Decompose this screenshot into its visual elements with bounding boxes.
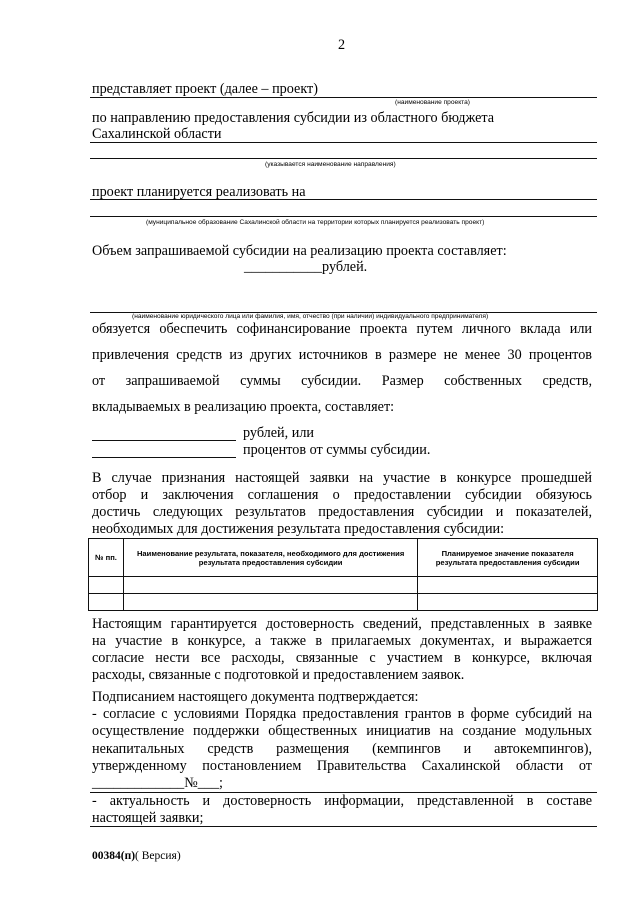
subsidy-amount-blank: ___________ [244,259,323,275]
col-header-value: Планируемое значение показателя результата предоставления субсидии [418,539,598,577]
rub-line: рублей, или [243,425,315,441]
decree-number-label: № [184,775,198,791]
municipality-caption: (муниципальное образование Сахалинской области на территории которых планируется реализовать проект) [146,219,485,226]
table-cell [123,577,417,594]
table-cell [89,577,124,594]
decree-line [92,775,223,792]
direction-line-2: Сахалинской области [92,126,222,142]
signature-intro: Подписанием настоящего документа подтверждается: [92,689,419,705]
cofinance-line-1: обязуется обеспечить софинансирование проекта путем личного вклада или [92,321,592,337]
rub-blank-rule [92,440,236,441]
cofinance-line-3: от запрашиваемой суммы субсидии. Размер собственных средств, [92,373,592,389]
footer [92,850,181,862]
guarantee-line-3: согласие нести все расходы, связанные с участием в конкурсе, включая [92,650,592,666]
guarantee-line-4: расходы, связанные с подготовкой и предоставлением заявок. [92,667,465,683]
results-line-1: В случае признания настоящей заявки на участие в конкурсе прошедшей [92,470,592,486]
actuality-rule [90,826,597,827]
table-cell [418,594,598,611]
results-line-4: необходимых для достижения результата предоставления субсидии: [92,521,505,537]
guarantee-line-1: Настоящим гарантируется достоверность сведений, представленных в заявке [92,616,592,632]
project-line: представляет проект (далее – проект) [92,81,318,97]
consent-line-3: некапитальных средств размещения (кемпингов и автокемпингов), [92,741,592,757]
col-header-name: Наименование результата, показателя, необходимого для достижения результата предоставления субсидии [123,539,417,577]
results-line-3: достичь следующих результатов предоставления субсидии и показателей, [92,504,592,520]
results-line-2: отбор и заключения соглашения о предоставлении субсидии обязуюсь [92,487,592,503]
direction-line-1: по направлению предоставления субсидии из областного бюджета [92,110,495,126]
consent-line-1: - согласие с условиями Порядка предоставления грантов в форме субсидий на [92,706,592,722]
table-header-row [89,539,598,577]
guarantee-line-2: на участие в конкурсе, а также в прилагаемых документах, и выражается [92,633,592,649]
footer-code: 00384(п) [92,850,136,862]
municipality-rule-2 [90,216,597,217]
table-cell [89,594,124,611]
decree-end: ; [219,775,223,791]
table-row [89,577,598,594]
col-header-number: № пп. [89,539,124,577]
direction-rule-2 [90,158,597,159]
cofinance-line-4: вкладываемых в реализацию проекта, составляет: [92,399,395,415]
actuality-line-2: настоящей заявки; [92,810,204,826]
subsidy-amount-unit: рублей. [322,259,368,275]
municipality-line: проект планируется реализовать на [92,184,306,200]
pct-blank-rule [92,457,236,458]
results-table [88,538,598,611]
table-row [89,594,598,611]
entity-caption: (наименование юридического лица или фамилия, имя, отчество (при наличии) индивидуального предпринимателя) [132,313,489,320]
cofinance-line-2: привлечения средств из других источников в размере не менее 30 процентов [92,347,592,363]
consent-line-2: осуществление поддержки общественных инициатив на создание модульных [92,723,592,739]
footer-version: ( Версия) [135,850,181,862]
project-caption: (наименование проекта) [395,99,470,106]
decree-number-blank: ___ [197,775,220,791]
direction-rule-1 [90,142,597,143]
table-cell [123,594,417,611]
municipality-rule-1 [90,199,597,200]
consent-line-4: утвержденному постановлением Правительства Сахалинской области от [92,758,592,774]
decree-date-blank: _____________ [92,775,185,791]
table-cell [418,577,598,594]
subsidy-amount-line: Объем запрашиваемой субсидии на реализацию проекта составляет: [92,243,507,259]
project-rule [90,97,597,98]
page-number: 2 [338,37,346,53]
subsidy-amount-field [244,259,367,276]
pct-line: процентов от суммы субсидии. [243,442,431,458]
actuality-line-1: - актуальность и достоверность информации, представленной в составе [92,793,592,809]
direction-caption: (указывается наименование направления) [265,161,396,168]
